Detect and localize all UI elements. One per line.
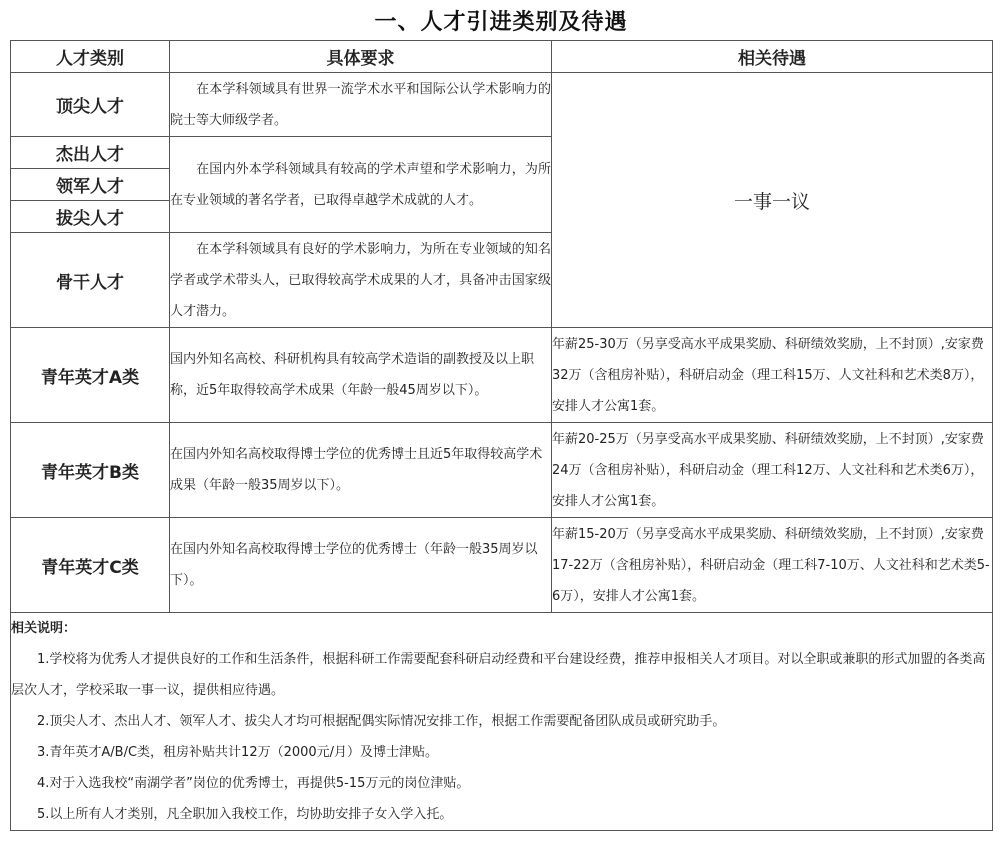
notes-row bbox=[11, 613, 993, 831]
benefit-cell: 年薪15-20万（另享受高水平成果奖励、科研绩效奖励，上不封顶）,安家费17-22万（含租房补贴），科研启动金（理工科7-10万、人文社科和艺术类5-6万），安排人才公寓1套。 bbox=[552, 518, 993, 613]
header-category: 人才类别 bbox=[11, 41, 170, 73]
requirement-text: 在本学科领域具有良好的学术影响力，为所在专业领域的知名学者或学术带头人，已取得较高学术成果的人才，具备冲击国家级人才潜力。 bbox=[170, 241, 551, 319]
requirement-cell bbox=[170, 137, 552, 233]
category-cell: 领军人才 bbox=[11, 169, 170, 201]
requirement-cell bbox=[170, 233, 552, 328]
requirement-cell: 在国内外知名高校取得博士学位的优秀博士（年龄一般35周岁以下）。 bbox=[170, 518, 552, 613]
requirement-text: 在国内外本学科领域具有较高的学术声望和学术影响力，为所在专业领域的著名学者，已取得卓越学术成就的人才。 bbox=[170, 161, 551, 208]
table-row bbox=[11, 423, 993, 518]
note-item: 4.对于入选我校“南湖学者”岗位的优秀博士，再提供5-15万元的岗位津贴。 bbox=[37, 776, 470, 791]
category-cell: 拔尖人才 bbox=[11, 201, 170, 233]
note-item: 1.学校将为优秀人才提供良好的工作和生活条件，根据科研工作需要配套科研启动经费和平台建设经费，推荐申报相关人才项目。对以全职或兼职的形式加盟的各类高层次人才，学校采取一事一议，提供相应待遇。 bbox=[11, 652, 986, 698]
benefit-cell: 年薪25-30万（另享受高水平成果奖励、科研绩效奖励，上不封顶）,安家费32万（含租房补贴），科研启动金（理工科15万、人文社科和艺术类8万），安排人才公寓1套。 bbox=[552, 328, 993, 423]
table-row bbox=[11, 518, 993, 613]
requirement-cell bbox=[170, 73, 552, 137]
header-requirement: 具体要求 bbox=[170, 41, 552, 73]
category-cell: 青年英才B类 bbox=[11, 423, 170, 518]
requirement-cell: 在国内外知名高校取得博士学位的优秀博士且近5年取得较高学术成果（年龄一般35周岁以下）。 bbox=[170, 423, 552, 518]
notes-cell bbox=[11, 613, 993, 831]
note-item: 5.以上所有人才类别，凡全职加入我校工作，均协助安排子女入学入托。 bbox=[37, 807, 453, 822]
requirement-cell: 国内外知名高校、科研机构具有较高学术造诣的副教授及以上职称，近5年取得较高学术成果（年龄一般45周岁以下）。 bbox=[170, 328, 552, 423]
note-item: 3.青年英才A/B/C类，租房补贴共计12万（2000元/月）及博士津贴。 bbox=[37, 745, 439, 760]
notes-title: 相关说明： bbox=[11, 621, 77, 636]
table-row bbox=[11, 328, 993, 423]
benefit-cell: 年薪20-25万（另享受高水平成果奖励、科研绩效奖励，上不封顶）,安家费24万（含租房补贴），科研启动金（理工科12万、人文社科和艺术类6万），安排人才公寓1套。 bbox=[552, 423, 993, 518]
table-row bbox=[11, 73, 993, 137]
table-header-row bbox=[11, 41, 993, 73]
category-cell: 骨干人才 bbox=[11, 233, 170, 328]
requirement-text: 在本学科领域具有世界一流学术水平和国际公认学术影响力的院士等大师级学者。 bbox=[170, 81, 551, 128]
shared-benefit-cell: 一事一议 bbox=[552, 73, 993, 328]
category-cell: 杰出人才 bbox=[11, 137, 170, 169]
header-benefit: 相关待遇 bbox=[552, 41, 993, 73]
category-cell: 青年英才C类 bbox=[11, 518, 170, 613]
category-cell: 顶尖人才 bbox=[11, 73, 170, 137]
talent-table bbox=[10, 40, 993, 831]
page-title: 一、人才引进类别及待遇 bbox=[374, 10, 628, 35]
note-item: 2.顶尖人才、杰出人才、领军人才、拔尖人才均可根据配偶实际情况安排工作，根据工作需要配备团队成员或研究助手。 bbox=[37, 714, 726, 729]
category-cell: 青年英才A类 bbox=[11, 328, 170, 423]
